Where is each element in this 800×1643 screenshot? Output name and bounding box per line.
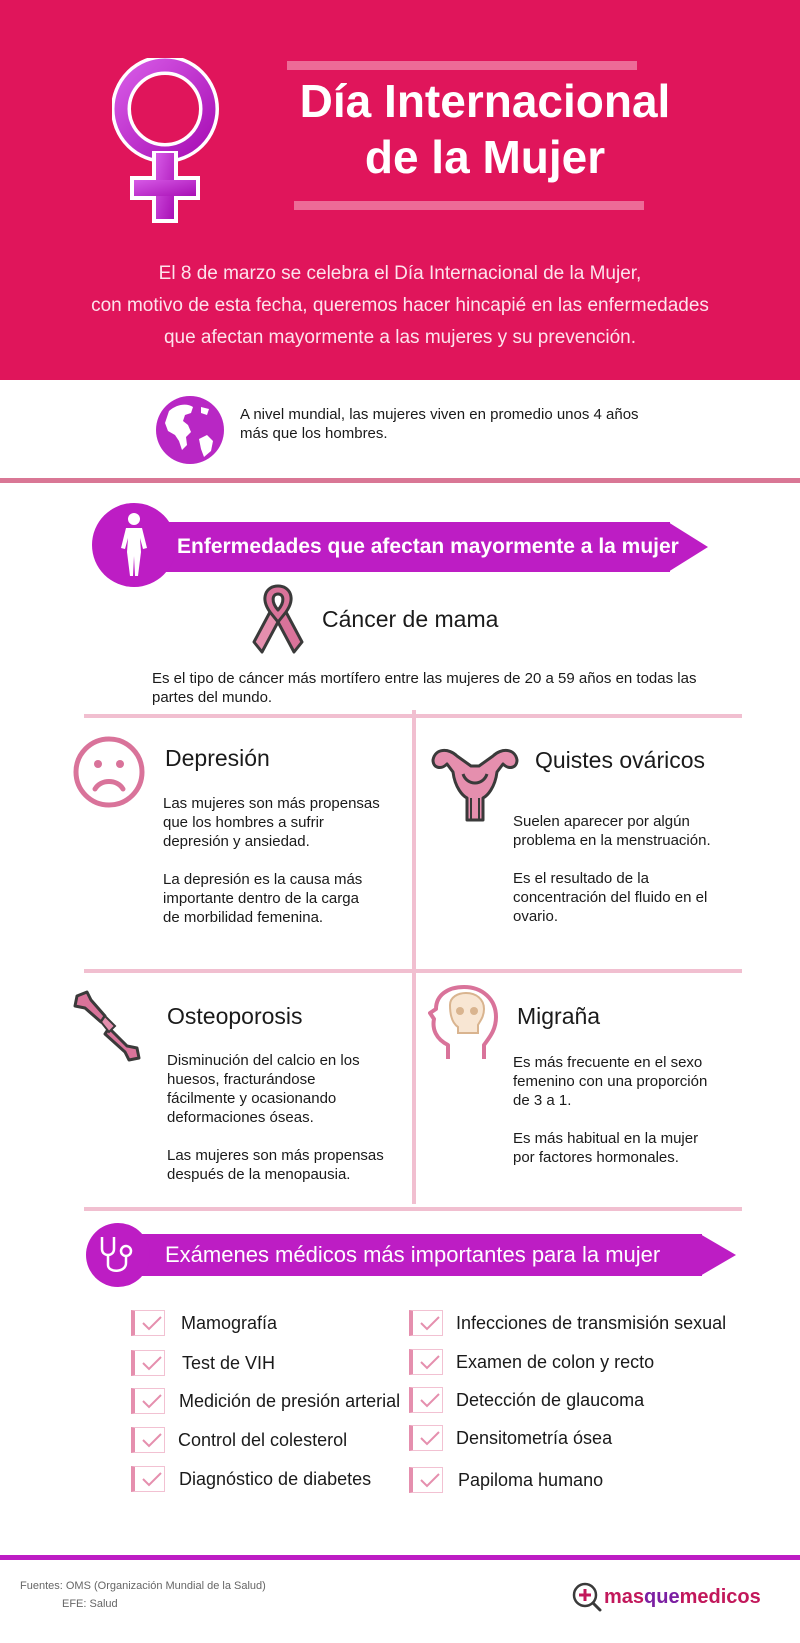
grid-line-bottom — [84, 1207, 742, 1211]
brand-logo[interactable] — [572, 1582, 782, 1614]
osteoporosis-title: Osteoporosis — [167, 1003, 303, 1029]
text-line: Es más frecuente en el sexo — [513, 1054, 703, 1071]
text-line: Es más habitual en la mujer — [513, 1130, 699, 1147]
checkbox — [131, 1310, 165, 1336]
ribbon-icon — [250, 582, 306, 658]
sad-face-icon — [71, 734, 147, 810]
medical-cross-icon — [572, 1582, 602, 1612]
stat-line: más que los hombres. — [240, 425, 388, 442]
text-line: concentración del fluido en el — [513, 889, 708, 906]
page-title-line1: Día Internacional — [299, 75, 671, 127]
depresion-title: Depresión — [165, 745, 270, 771]
checkbox — [131, 1350, 165, 1376]
check-icon — [141, 1392, 163, 1410]
check-icon — [419, 1471, 441, 1489]
stethoscope-icon — [96, 1233, 140, 1277]
diseases-banner-title: Enfermedades que afectan mayormente a la mujer — [177, 535, 679, 558]
grid-line-vertical — [412, 710, 416, 1204]
text-line: importante dentro de la carga — [163, 890, 359, 907]
stat-text — [240, 405, 660, 443]
exams-list-left — [131, 1310, 411, 1500]
brand-name-part: mas — [604, 1586, 645, 1608]
text-line: La depresión es la causa más — [163, 871, 363, 888]
exam-label: Papiloma humano — [458, 1470, 604, 1490]
checkbox — [131, 1388, 165, 1414]
text-line: femenino con una proporción — [513, 1073, 708, 1090]
check-icon — [141, 1354, 163, 1372]
check-icon — [141, 1314, 163, 1332]
sources-line: Fuentes: OMS (Organización Mundial de la Salud) — [20, 1580, 266, 1592]
stat-line: A nivel mundial, las mujeres viven en promedio unos 4 años — [240, 406, 639, 423]
exam-label: Infecciones de transmisión sexual — [456, 1313, 727, 1333]
text-line: que los hombres a sufrir — [163, 814, 324, 831]
exams-list-right — [409, 1310, 729, 1500]
intro-line: con motivo de esta fecha, queremos hacer hincapié en las enfermedades — [91, 295, 709, 316]
text-line: Disminución del calcio en los — [167, 1052, 360, 1069]
text-line: problema en la menstruación. — [513, 832, 711, 849]
check-icon — [419, 1391, 441, 1409]
footer-divider — [0, 1555, 800, 1560]
depresion-description — [163, 794, 403, 927]
text-line: Suelen aparecer por algún — [513, 813, 690, 830]
quistes-description — [513, 812, 743, 926]
text-line: de 3 a 1. — [513, 1092, 572, 1109]
checkbox — [409, 1349, 443, 1375]
brand-name — [604, 1582, 761, 1612]
check-icon — [141, 1470, 163, 1488]
globe-icon — [155, 395, 225, 465]
text-line: por factores hormonales. — [513, 1149, 679, 1166]
sources — [20, 1577, 266, 1613]
woman-icon — [114, 512, 154, 578]
section-divider — [0, 478, 800, 483]
hero-banner — [0, 0, 800, 380]
intro-line: El 8 de marzo se celebra el Día Internacional de la Mujer, — [158, 263, 642, 284]
exam-label: Mamografía — [181, 1313, 278, 1333]
text-line: fácilmente y ocasionando — [167, 1090, 337, 1107]
exam-label: Examen de colon y recto — [456, 1352, 655, 1372]
text-line: depresión y ansiedad. — [163, 833, 310, 850]
uterus-icon — [427, 744, 523, 822]
text-line: de morbilidad femenina. — [163, 909, 324, 926]
checkbox — [131, 1427, 165, 1453]
cancer-description — [152, 669, 732, 707]
exam-label: Control del colesterol — [178, 1430, 348, 1450]
exam-label: Densitometría ósea — [456, 1428, 613, 1448]
checkbox — [409, 1467, 443, 1493]
bone-icon — [71, 988, 143, 1064]
cancer-title: Cáncer de mama — [322, 606, 499, 632]
brand-name-part: medicos — [679, 1586, 761, 1608]
text-line: Es el resultado de la — [513, 870, 649, 887]
check-icon — [419, 1353, 441, 1371]
text-line: ovario. — [513, 908, 559, 925]
life-expectancy-stat — [155, 395, 675, 471]
exam-label: Diagnóstico de diabetes — [179, 1469, 372, 1489]
text-line: Es el tipo de cáncer más mortífero entre las mujeres de 20 a 59 años en todas las — [152, 670, 697, 687]
exam-label: Test de VIH — [182, 1353, 276, 1373]
text-line: huesos, fracturándose — [167, 1071, 316, 1088]
text-line: Las mujeres son más propensas — [167, 1147, 384, 1164]
exams-banner-title: Exámenes médicos más importantes para la mujer — [165, 1242, 661, 1267]
page-title-line2: de la Mujer — [364, 131, 606, 183]
sources-line: EFE: Salud — [62, 1598, 118, 1610]
check-icon — [419, 1429, 441, 1447]
check-icon — [141, 1431, 163, 1449]
quistes-title: Quistes ováricos — [535, 747, 706, 773]
intro-text — [40, 258, 760, 354]
checkbox — [409, 1310, 443, 1336]
migrana-title: Migraña — [517, 1003, 601, 1029]
checkbox — [409, 1425, 443, 1451]
exam-label: Medición de presión arterial — [179, 1391, 401, 1411]
text-line: después de la menopausia. — [167, 1166, 351, 1183]
venus-symbol-icon — [112, 58, 232, 228]
head-skull-icon — [428, 985, 500, 1063]
exam-label: Detección de glaucoma — [456, 1390, 645, 1410]
checkbox — [131, 1466, 165, 1492]
osteoporosis-description — [167, 1051, 407, 1184]
text-line: partes del mundo. — [152, 689, 273, 706]
text-line: deformaciones óseas. — [167, 1109, 314, 1126]
check-icon — [419, 1314, 441, 1332]
brand-name-part: que — [644, 1586, 680, 1608]
text-line: Las mujeres son más propensas — [163, 795, 380, 812]
checkbox — [409, 1387, 443, 1413]
migrana-description — [513, 1053, 753, 1167]
hero-top-bar — [287, 61, 637, 70]
banner-arrow-tip — [700, 1234, 736, 1276]
intro-line: que afectan mayormente a las mujeres y su prevención. — [163, 327, 637, 348]
hero-bottom-bar — [294, 201, 644, 210]
